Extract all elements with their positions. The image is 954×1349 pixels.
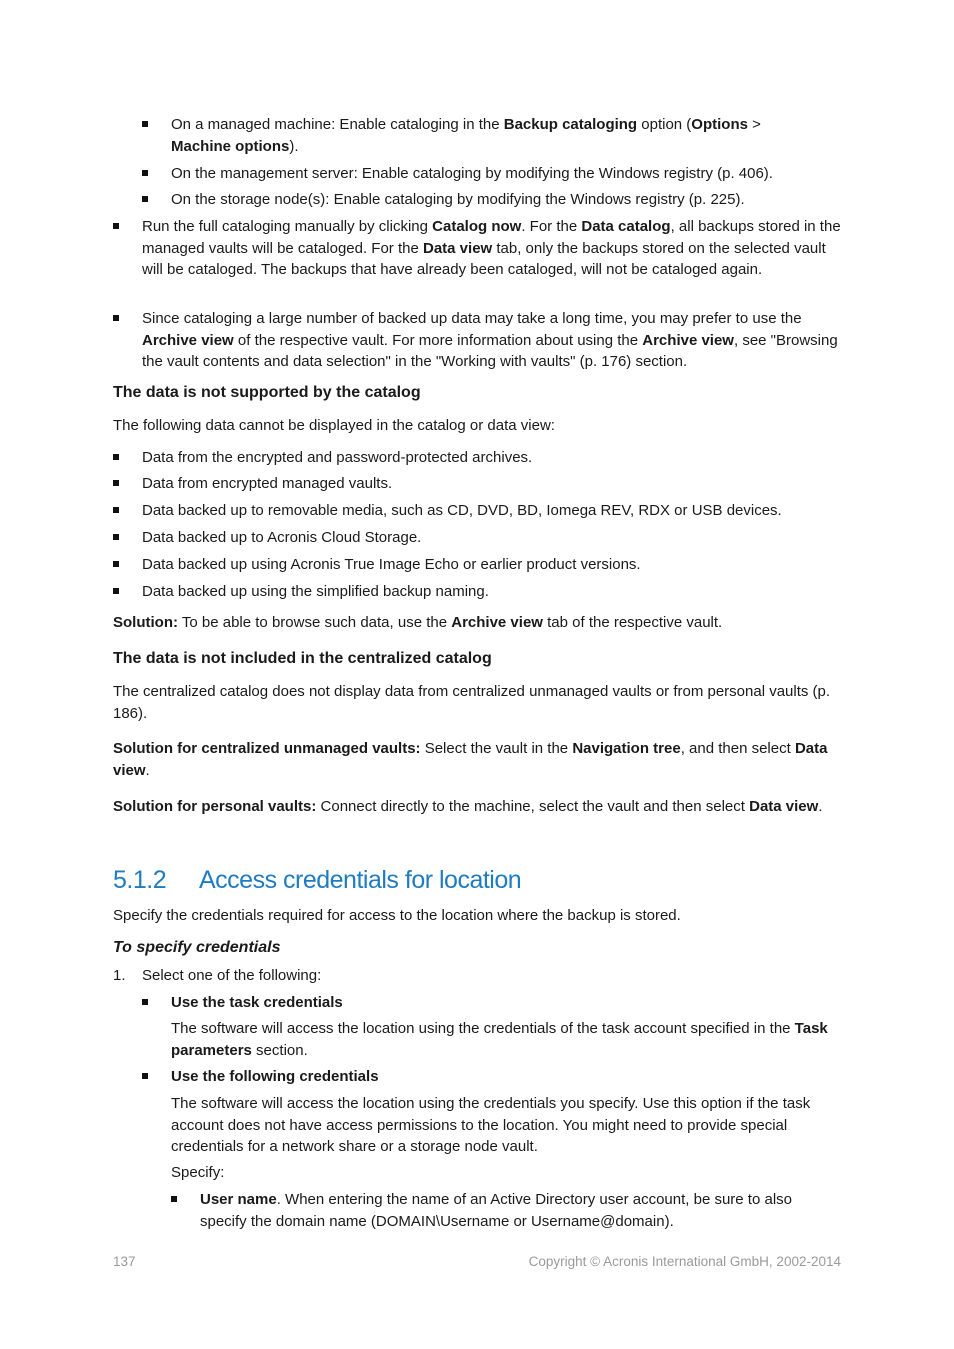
option-description: The software will access the location using the credentials you specify. Use this option if the task account does not have access permissions to the location. You might need to provide special credentials for a network share or a storage node vault. xyxy=(171,1095,811,1155)
solution-paragraph xyxy=(113,738,838,781)
emphasis-text: Archive view xyxy=(451,614,543,631)
text-run: , see "Browsing the vault contents and data selection" in the "Working with vaults" (p. 176) section. xyxy=(142,331,838,370)
paragraph: The centralized catalog does not display data from centralized unmanaged vaults or from personal vaults (p. 186). xyxy=(113,683,831,722)
list-item xyxy=(142,216,842,281)
text-run: . xyxy=(145,761,150,779)
option-title: Use the following credentials xyxy=(171,1068,379,1085)
chapter-title: Access credentials for location xyxy=(199,866,522,894)
option-description xyxy=(171,1018,846,1061)
text-run: Select the vault in the xyxy=(420,740,573,757)
option-item xyxy=(171,992,841,1014)
text-run: On the management server: Enable cataloging by modifying the Windows registry (p. 406). xyxy=(171,165,773,182)
paragraph: The following data cannot be displayed in the catalog or data view: xyxy=(113,417,555,434)
chapter-heading xyxy=(113,865,853,897)
option-item xyxy=(171,1066,841,1088)
text-run: Run the full cataloging manually by clicking xyxy=(142,218,433,235)
page-number: 137 xyxy=(113,1254,136,1269)
text-run: . When entering the name of an Active Directory user account, be sure to also specify the domain name (DOMAIN\Username or Username@domain). xyxy=(200,1191,792,1230)
text-run: On a managed machine: Enable cataloging in the xyxy=(171,116,504,133)
paragraph: Specify the credentials required for access to the location where the backup is stored. xyxy=(113,907,681,924)
list-item: Data backed up to Acronis Cloud Storage. xyxy=(142,527,842,549)
emphasis-text: Data view xyxy=(113,740,828,779)
list-item: Data backed up using the simplified backup naming. xyxy=(142,581,842,603)
section-heading: The data is not supported by the catalog xyxy=(113,384,421,401)
specify-label: Specify: xyxy=(171,1164,225,1181)
chapter-number: 5.1.2 xyxy=(113,866,167,894)
text-run: ). xyxy=(289,137,299,155)
text-run: . For the xyxy=(521,218,582,235)
emphasis-text: Data catalog xyxy=(581,218,671,235)
text-run: On the storage node(s): Enable cataloging by modifying the Windows registry (p. 225). xyxy=(171,191,745,208)
emphasis-text: Options xyxy=(691,116,748,133)
emphasis-text: Catalog now xyxy=(432,218,522,235)
emphasis-text: Backup cataloging xyxy=(503,116,638,133)
list-item: Data backed up using Acronis True Image Echo or earlier product versions. xyxy=(142,554,842,576)
emphasis-text: Task parameters xyxy=(171,1020,828,1059)
list-item: Data from encrypted managed vaults. xyxy=(142,473,842,495)
step-item xyxy=(113,965,842,987)
emphasis-text: Solution for centralized unmanaged vaults: xyxy=(113,740,421,757)
emphasis-text: Navigation tree xyxy=(572,740,681,757)
list-item xyxy=(200,1189,842,1232)
solution-paragraph xyxy=(113,796,838,818)
text-run: . xyxy=(818,798,823,815)
emphasis-text: Archive view xyxy=(142,331,234,349)
text-run: section. xyxy=(251,1041,308,1059)
emphasis-text: Data view xyxy=(423,239,493,257)
list-item: Data backed up to removable media, such as CD, DVD, BD, Iomega REV, RDX or USB devices. xyxy=(142,500,842,522)
text-run: The software will access the location using the credentials of the task account specified in the xyxy=(171,1020,795,1037)
emphasis-text: Machine options xyxy=(171,137,290,155)
emphasis-text: Solution: xyxy=(113,614,178,631)
section-heading: The data is not included in the centralized catalog xyxy=(113,650,492,667)
emphasis-text: User name xyxy=(200,1191,277,1208)
text-run: of the respective vault. For more information about using the xyxy=(233,331,643,349)
list-item xyxy=(171,163,851,185)
list-item xyxy=(171,189,851,211)
text-run: Connect directly to the machine, select the vault and then select xyxy=(316,798,750,815)
text-run: > xyxy=(747,116,761,133)
text-run: To be able to browse such data, use the xyxy=(177,614,452,631)
list-item xyxy=(142,308,842,373)
copyright: Copyright © Acronis International GmbH, 2002-2014 xyxy=(528,1254,841,1269)
text-run: tab, only the backups stored on the selected vault will be cataloged. The backups that have already been cataloged, will not be cataloged again. xyxy=(142,239,826,278)
text-run: Since cataloging a large number of backed up data may take a long time, you may prefer to use the xyxy=(142,310,802,327)
emphasis-text: Archive view xyxy=(642,331,734,349)
text-run: tab of the respective vault. xyxy=(542,614,723,631)
option-title: Use the task credentials xyxy=(171,994,343,1011)
solution-paragraph xyxy=(113,612,843,634)
step-number: 1. xyxy=(113,967,126,984)
list-item xyxy=(171,114,821,157)
text-run: , and then select xyxy=(680,740,795,757)
emphasis-text: Solution for personal vaults: xyxy=(113,798,317,815)
emphasis-text: Data view xyxy=(749,798,819,815)
text-run: option ( xyxy=(637,116,692,133)
text-run: , all backups stored in the managed vaults will be cataloged. For the xyxy=(142,218,841,257)
list-item: Data from the encrypted and password-protected archives. xyxy=(142,447,842,469)
step-text: Select one of the following: xyxy=(142,967,322,984)
procedure-title: To specify credentials xyxy=(113,939,281,956)
